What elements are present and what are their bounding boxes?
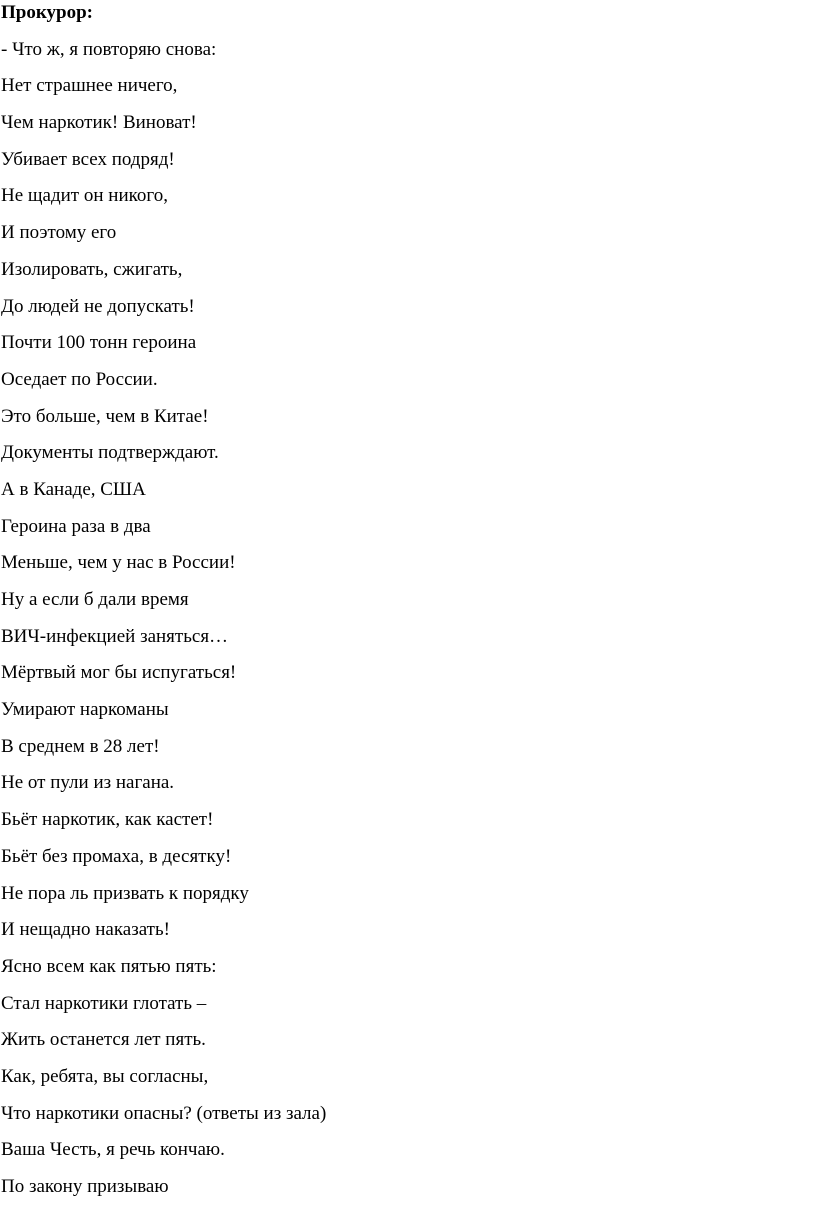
poem-line: Как, ребята, вы согласны, <box>1 1065 209 1087</box>
poem-line: Изолировать, сжигать, <box>1 258 183 280</box>
poem-line: Не пора ль призвать к порядку <box>1 882 249 904</box>
poem-line: Меньше, чем у нас в России! <box>1 552 236 574</box>
speaker-heading: Прокурор: <box>1 2 93 23</box>
poem-line: Чем наркотик! Виноват! <box>1 112 197 134</box>
poem-line: Почти 100 тонн героина <box>1 332 197 354</box>
poem-line: Жить останется лет пять. <box>1 1029 206 1051</box>
poem-line: Умирают наркоманы <box>1 699 169 721</box>
poem-line: А в Канаде, США <box>1 478 146 500</box>
poem-line: И нещадно наказать! <box>1 919 170 941</box>
poem-line: Ясно всем как пятью пять: <box>1 955 217 977</box>
poem-line: До людей не допускать! <box>1 295 195 317</box>
poem-line: Не от пули из нагана. <box>1 772 175 794</box>
poem-line: Оседает по России. <box>1 368 158 390</box>
poem-line: Бьёт без промаха, в десятку! <box>1 845 232 867</box>
poem-line: По закону призываю <box>1 1176 169 1197</box>
poem-line: Героина раза в два <box>1 515 151 537</box>
poem-line: Мёртвый мог бы испугаться! <box>1 662 237 684</box>
poem-text <box>1 2 326 1213</box>
poem-line: ВИЧ-инфекцией заняться… <box>1 625 229 647</box>
poem-line: - Что ж, я повторяю снова: <box>1 38 217 60</box>
poem-line: Это больше, чем в Китае! <box>1 405 209 427</box>
poem-line: Убивает всех подряд! <box>1 148 175 170</box>
poem-line: Что наркотики опасны? (ответы из зала) <box>1 1102 327 1124</box>
poem-line: Не щадит он никого, <box>1 185 168 207</box>
poem-line: Ваша Честь, я речь кончаю. <box>1 1139 225 1161</box>
poem-line: В среднем в 28 лет! <box>1 735 160 757</box>
poem-line: Документы подтверждают. <box>1 442 219 464</box>
poem-line: Бьёт наркотик, как кастет! <box>1 809 214 831</box>
poem-line: Стал наркотики глотать – <box>1 992 207 1014</box>
poem-line: И поэтому его <box>1 222 117 244</box>
poem-line: Нет страшнее ничего, <box>1 75 178 97</box>
poem-line: Ну а если б дали время <box>1 589 189 610</box>
